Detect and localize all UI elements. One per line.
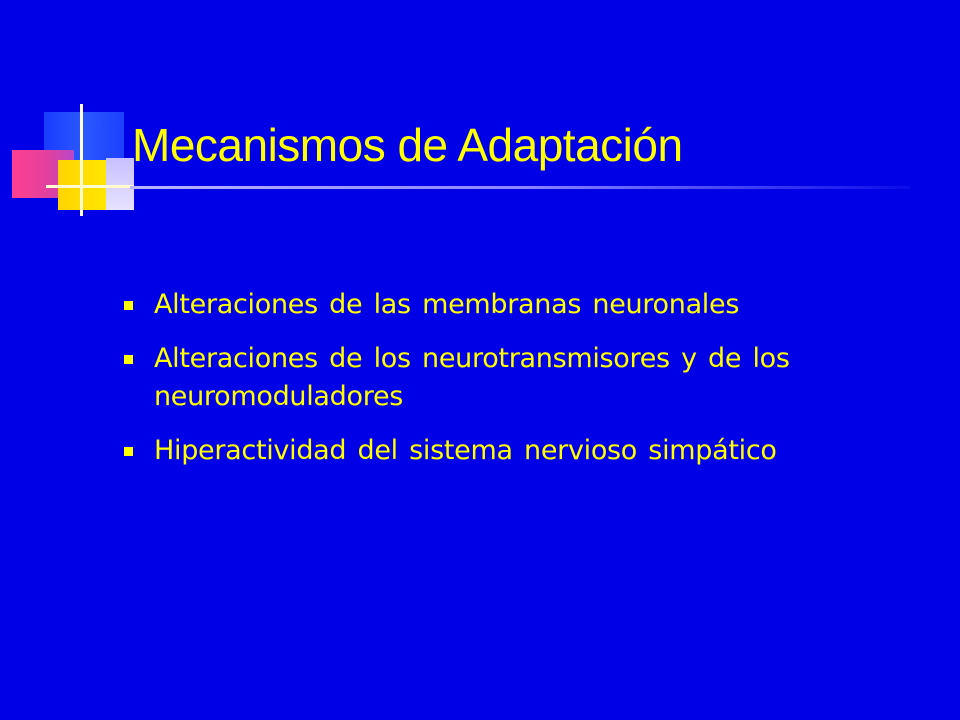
bullet-item xyxy=(122,340,912,416)
bullet-text: Alteraciones de los neurotransmisores y de los neuromoduladores xyxy=(154,343,790,412)
bullet-list xyxy=(122,286,912,486)
decor-horizontal-line xyxy=(46,185,134,188)
bullet-text: Alteraciones de las membranas neuronales xyxy=(154,289,740,320)
bullet-text: Hiperactividad del sistema nervioso simpático xyxy=(154,435,777,466)
decor-lavender-square xyxy=(106,158,134,210)
bullet-item xyxy=(122,432,912,470)
decor-vertical-line xyxy=(80,104,83,216)
bullet-square-icon xyxy=(124,355,133,364)
bullet-item xyxy=(122,286,912,324)
bullet-square-icon xyxy=(124,447,133,456)
bullet-square-icon xyxy=(124,301,133,310)
slide-title: Mecanismos de Adaptación xyxy=(132,119,683,171)
title-underline xyxy=(130,186,910,189)
